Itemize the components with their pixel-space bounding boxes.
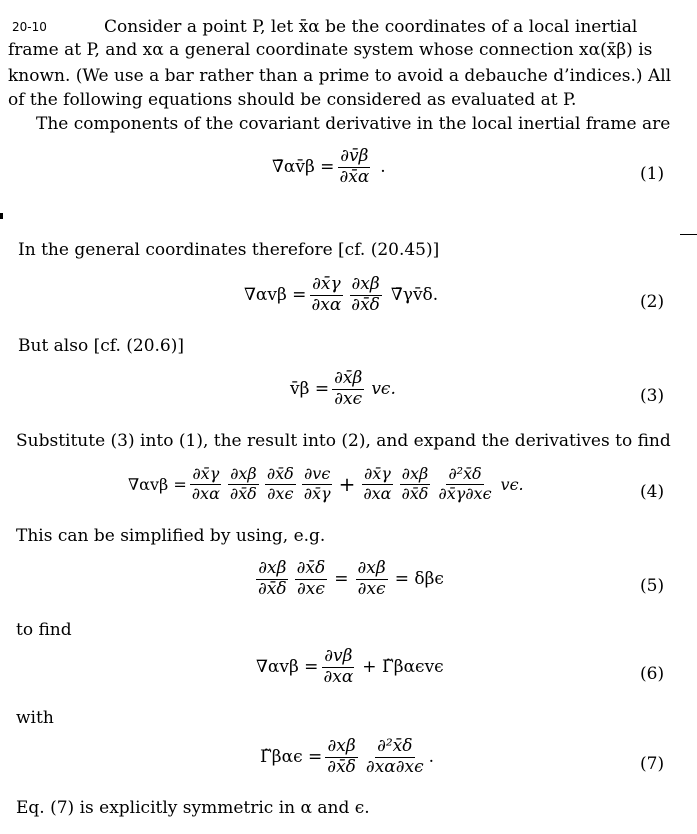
eq4-tail: vϵ. (500, 474, 524, 494)
equation-5 (253, 560, 444, 599)
eq4-fraction-4 (302, 466, 333, 503)
eq4-plus: + (338, 472, 356, 497)
eq6-tail: + Γ̃βαϵvϵ (362, 657, 444, 678)
eq4-f4-denominator: ∂x̄γ (303, 483, 331, 503)
eq2-fraction-1 (309, 276, 343, 315)
eq4-fraction-1 (190, 466, 222, 503)
paragraph-9: Eq. (7) is explicitly symmetric in α and ϵ. (16, 798, 370, 818)
equation-7-label: (7) (640, 754, 665, 774)
paragraph-8: with (16, 708, 54, 728)
eq4-f2-denominator: ∂x̄δ (229, 483, 257, 503)
eq6-lhs: ∇αvβ = (256, 657, 319, 678)
eq7-lhs: Γ̃βαϵ = (260, 747, 323, 768)
eq6-fraction (321, 648, 355, 687)
paragraph-7: to find (16, 620, 72, 640)
eq4-g3-numerator: ∂²x̄δ (448, 464, 482, 483)
paragraph-6: This can be simplified by using, e.g. (16, 526, 326, 546)
eq3-numerator: ∂x̄β (334, 368, 363, 388)
eq4-g1-denominator: ∂xα (363, 483, 392, 503)
eq1-fraction (337, 148, 371, 187)
equation-6 (256, 648, 444, 687)
eq4-fraction-5 (361, 466, 393, 503)
eq5-tail: = δβϵ (394, 569, 444, 590)
eq7-f1-numerator: ∂xβ (327, 736, 356, 756)
equation-5-label: (5) (640, 576, 665, 596)
eq1-tail: . (380, 157, 386, 178)
paragraph-1-line-4: of the following equations should be considered as evaluated at P. (8, 90, 577, 110)
equation-6-label: (6) (640, 664, 665, 684)
eq2-tail: ∇̄γv̄δ. (390, 285, 439, 306)
eq3-lhs: v̄β = (290, 379, 330, 400)
eq5-f3-denominator: ∂xϵ (357, 578, 386, 599)
eq4-g2-denominator: ∂x̄δ (401, 483, 429, 503)
eq5-fraction-1 (256, 560, 289, 599)
scan-mark-left (0, 213, 3, 219)
eq5-fraction-2 (295, 560, 328, 599)
equation-3 (290, 370, 396, 409)
eq4-fraction-7 (436, 466, 493, 503)
eq5-f1-numerator: ∂xβ (258, 558, 287, 578)
eq2-f2-denominator: ∂x̄δ (351, 294, 380, 315)
eq3-fraction (332, 370, 364, 409)
eq1-denominator: ∂x̄α (339, 166, 370, 187)
eq4-g3-denominator: ∂x̄γ∂xϵ (438, 483, 492, 503)
equation-2 (244, 276, 438, 315)
eq3-denominator: ∂xϵ (334, 388, 363, 409)
eq7-fraction-2 (364, 738, 426, 777)
paragraph-5: Substitute (3) into (1), the result into (2), and expand the derivatives to find (16, 431, 671, 451)
equation-1 (272, 148, 386, 187)
eq4-lhs: ∇αvβ = (128, 474, 187, 494)
eq7-tail: . (428, 747, 435, 768)
eq2-f2-numerator: ∂xβ (351, 274, 380, 294)
eq7-f2-numerator: ∂²x̄δ (377, 736, 413, 756)
eq7-f1-denominator: ∂x̄δ (327, 756, 356, 777)
eq2-fraction-2 (349, 276, 382, 315)
eq1-lhs: ∇̄αv̄β = (272, 157, 335, 178)
eq3-tail: vϵ. (371, 379, 396, 400)
eq4-g2-numerator: ∂xβ (401, 464, 429, 483)
eq6-numerator: ∂vβ (324, 646, 353, 666)
equation-7 (260, 738, 434, 777)
eq4-f3-numerator: ∂x̄δ (266, 464, 294, 483)
eq6-denominator: ∂xα (323, 666, 354, 687)
eq4-f2-numerator: ∂xβ (230, 464, 257, 483)
equation-4-label: (4) (640, 482, 665, 502)
eq4-f1-denominator: ∂xα (191, 483, 220, 503)
eq7-f2-denominator: ∂xα∂xϵ (365, 756, 424, 777)
equation-1-label: (1) (640, 164, 665, 184)
problem-number: 20-10 (12, 20, 47, 34)
eq4-fraction-3 (265, 466, 296, 503)
eq4-f4-numerator: ∂vϵ (304, 464, 331, 483)
paragraph-1-line-1: Consider a point P, let x̄α be the coordinates of a local inertial (104, 17, 638, 37)
eq5-f2-denominator: ∂xϵ (296, 578, 325, 599)
eq5-f2-numerator: ∂x̄δ (296, 558, 326, 578)
eq1-numerator: ∂v̄β (340, 146, 369, 166)
eq2-f1-denominator: ∂xα (311, 294, 342, 315)
eq7-fraction-1 (325, 738, 358, 777)
paragraph-3: In the general coordinates therefore [cf. (20.45)] (18, 240, 440, 260)
eq2-lhs: ∇αvβ = (244, 285, 307, 306)
equation-3-label: (3) (640, 386, 665, 406)
eq4-f3-denominator: ∂xϵ (267, 483, 294, 503)
eq2-f1-numerator: ∂x̄γ (312, 274, 341, 294)
paragraph-1-line-2: frame at P, and xα a general coordinate system whose connection xα(x̄β) is (8, 40, 653, 60)
eq5-f3-numerator: ∂xβ (357, 558, 386, 578)
eq4-f1-numerator: ∂x̄γ (192, 464, 220, 483)
eq4-g1-numerator: ∂x̄γ (364, 464, 391, 483)
eq5-equals: = (334, 569, 349, 590)
paragraph-2: The components of the covariant derivative in the local inertial frame are (36, 114, 671, 134)
paragraph-1-line-3: known. (We use a bar rather than a prime to avoid a debauche d’indices.) All (8, 66, 672, 86)
eq5-f1-denominator: ∂x̄δ (258, 578, 287, 599)
eq5-fraction-3 (356, 560, 388, 599)
equation-2-label: (2) (640, 292, 665, 312)
paragraph-4: But also [cf. (20.6)] (18, 336, 185, 356)
eq4-fraction-6 (399, 466, 430, 503)
equation-4 (128, 466, 524, 503)
eq4-fraction-2 (228, 466, 259, 503)
scan-mark-right (680, 234, 697, 235)
